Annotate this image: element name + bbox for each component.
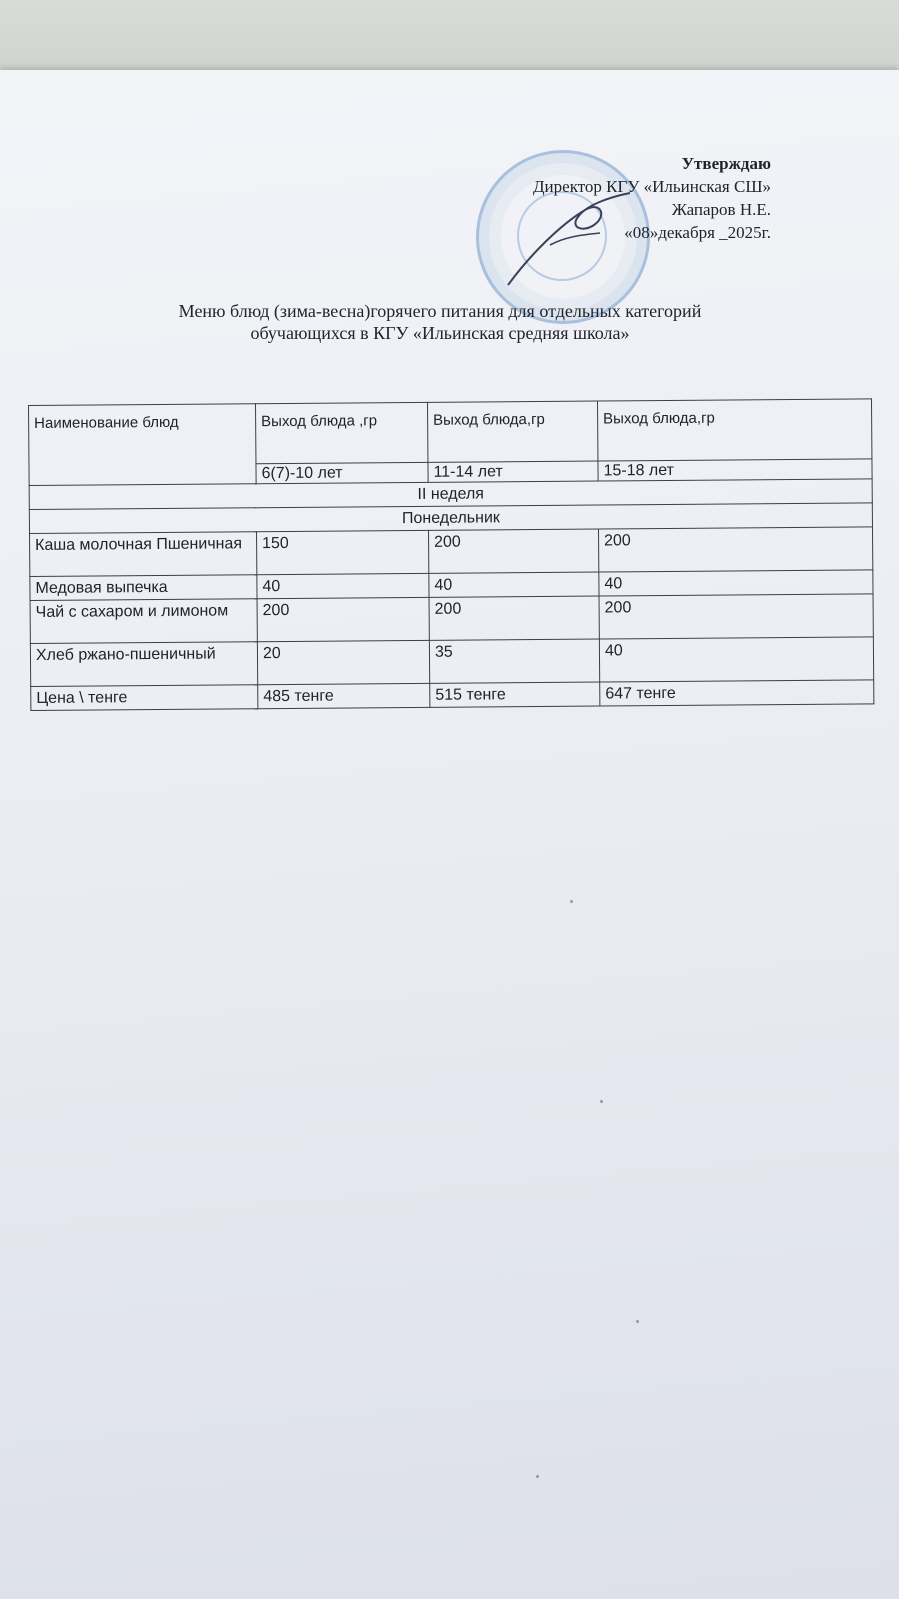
title-line-1: Меню блюд (зима-весна)горячего питания для отдельных категорий <box>178 301 702 321</box>
dish-name: Хлеб ржано-пшеничный <box>30 642 257 687</box>
header-dish-name: Наименование блюд <box>29 404 257 486</box>
menu-table <box>28 398 874 711</box>
header-yield-3: Выход блюда,гр <box>597 399 871 461</box>
day-label: Понедельник <box>29 503 872 534</box>
dish-yield-2: 200 <box>428 529 598 573</box>
table-row <box>30 594 873 644</box>
age-group-3: 15-18 лет <box>598 459 872 481</box>
dish-yield-3: 200 <box>599 594 873 639</box>
paper-speck <box>636 1320 639 1323</box>
dish-yield-1: 20 <box>257 640 429 684</box>
table-header-row <box>29 399 872 466</box>
dish-yield-2: 35 <box>429 639 599 683</box>
table-row <box>30 527 873 577</box>
header-yield-1: Выход блюда ,гр <box>255 402 427 463</box>
dish-yield-1: 40 <box>257 573 429 598</box>
age-group-1: 6(7)-10 лет <box>256 462 428 483</box>
paper-speck <box>536 1475 539 1478</box>
dish-yield-3: 40 <box>599 637 873 682</box>
price-label: Цена \ тенге <box>31 685 258 711</box>
price-1: 485 тенге <box>258 683 430 708</box>
dish-yield-2: 40 <box>429 572 599 597</box>
approval-date: «08»декабря _2025г. <box>624 223 771 242</box>
age-group-2: 11-14 лет <box>428 461 598 482</box>
approval-name: Жапаров Н.Е. <box>671 200 771 219</box>
dish-yield-2: 200 <box>429 596 599 640</box>
dish-yield-3: 200 <box>598 527 872 572</box>
header-yield-2: Выход блюда,гр <box>427 401 597 462</box>
dish-name: Каша молочная Пшеничная <box>30 532 257 577</box>
dish-yield-1: 200 <box>257 597 429 641</box>
week-label: II неделя <box>29 479 872 510</box>
document-title <box>100 300 780 344</box>
dish-name: Медовая выпечка <box>30 575 257 601</box>
dish-name: Чай с сахаром и лимоном <box>30 599 257 644</box>
dish-yield-3: 40 <box>599 570 873 596</box>
price-3: 647 тенге <box>600 680 874 706</box>
approval-director: Директор КГУ «Ильинская СШ» <box>532 177 771 196</box>
dish-yield-1: 150 <box>257 530 429 574</box>
approval-heading: Утверждаю <box>681 154 771 173</box>
paper-speck <box>570 900 573 903</box>
approval-block <box>533 152 771 244</box>
price-2: 515 тенге <box>430 682 600 707</box>
table-row <box>30 637 873 687</box>
paper-speck <box>600 1100 603 1103</box>
title-line-2: обучающихся в КГУ «Ильинская средняя школа» <box>250 323 630 343</box>
